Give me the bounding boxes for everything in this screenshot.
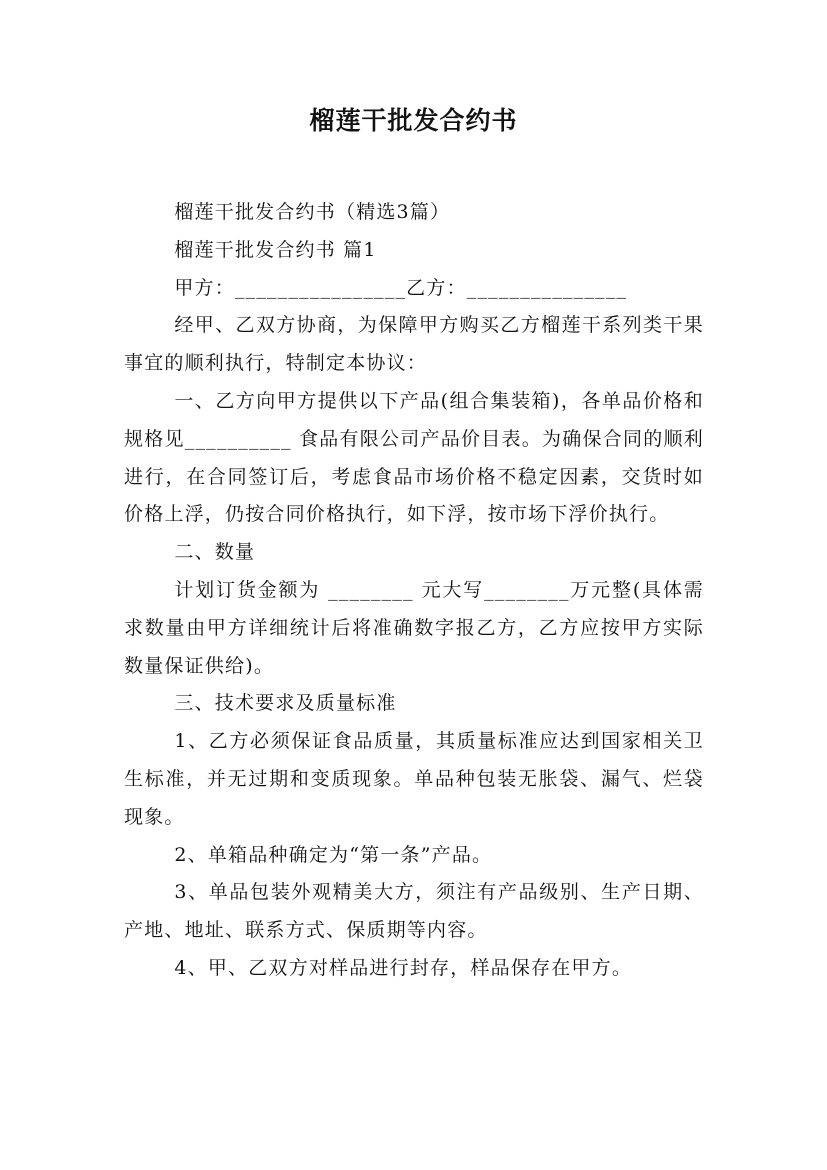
document-title: 榴莲干批发合约书 xyxy=(309,106,518,135)
clause-one-paragraph: 一、乙方向甲方提供以下产品(组合集装箱)，各单品价格和规格见__________ 食品有限公司产品价目表。为确保合同的顺利进行，在合同签订后，考虑食品市场价格不稳定因素，交货时如价格上浮，仍按合同价格执行，如下浮，按市场下浮价执行。 xyxy=(124,389,704,526)
section-heading: 榴莲干批发合约书 篇1 xyxy=(174,238,377,261)
subtitle-paragraph: 榴莲干批发合约书（精选3篇） xyxy=(174,201,451,223)
quantity-paragraph: 计划订货金额为 ________ 元大写________万元整(具体需求数量由甲方详细统计后将准确数字报乙方，乙方应按甲方实际数量保证供给)。 xyxy=(124,578,704,677)
quality-item-4: 4、甲、乙双方对样品进行封存，样品保存在甲方。 xyxy=(174,956,633,979)
document-body xyxy=(124,194,704,988)
preamble-paragraph: 经甲、乙双方协商，为保障甲方购买乙方榴莲干系列类干果事宜的顺利执行，特制定本协议： xyxy=(124,314,704,375)
quality-item-3: 3、单品包装外观精美大方，须注有产品级别、生产日期、产地、地址、联系方式、保质期等内容。 xyxy=(124,881,704,942)
clause-two-heading: 二、数量 xyxy=(174,541,256,564)
parties-line: 甲方：________________乙方：_______________ xyxy=(174,276,628,299)
quality-item-1: 1、乙方必须保证食品质量，其质量标准应达到国家相关卫生标准，并无过期和变质现象。单品种包装无胀袋、漏气、烂袋现象。 xyxy=(124,730,704,828)
quality-item-2: 2、单箱品种确定为“第一条”产品。 xyxy=(174,843,493,866)
clause-three-heading: 三、技术要求及质量标准 xyxy=(174,692,397,715)
